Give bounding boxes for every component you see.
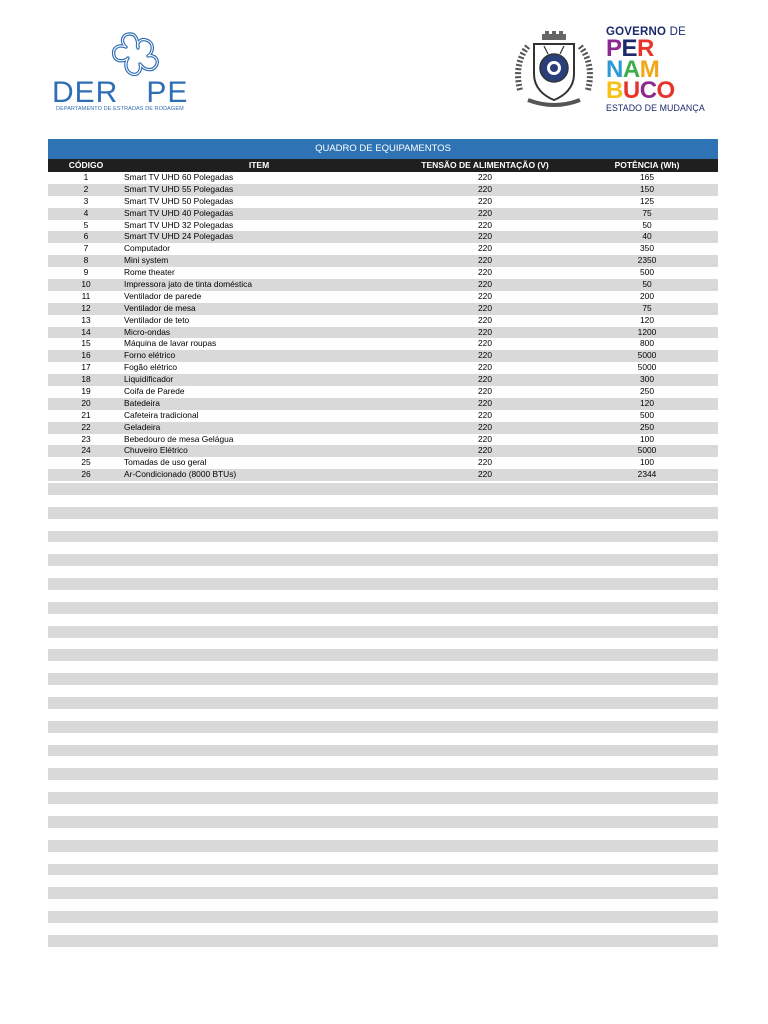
governo-pernambuco-logo (514, 24, 724, 114)
cell-codigo: 21 (81, 409, 91, 420)
table-row (48, 315, 718, 327)
cell-item: Smart TV UHD 24 Polegadas (124, 231, 234, 242)
cell-potencia: 500 (640, 409, 654, 420)
equipment-table (48, 139, 718, 481)
empty-row (48, 745, 718, 757)
table-row (48, 457, 718, 469)
cell-item: Chuveiro Elétrico (124, 445, 188, 456)
header-item: ITEM (248, 160, 270, 170)
cell-tensao: 220 (478, 255, 492, 266)
derpe-wordmark-left: DER (52, 76, 119, 109)
cell-potencia: 500 (640, 267, 654, 278)
cell-codigo: 16 (81, 350, 91, 361)
governo-de-label: DE (669, 26, 686, 38)
cell-tensao: 220 (478, 445, 492, 456)
empty-row (48, 911, 718, 923)
cell-tensao: 220 (478, 183, 492, 194)
table-row (48, 434, 718, 446)
empty-row (48, 768, 718, 780)
cell-item: Ar-Condicionado (8000 BTUs) (124, 469, 237, 480)
cell-potencia: 1200 (637, 326, 657, 337)
cell-potencia: 120 (640, 397, 654, 408)
cell-tensao: 220 (478, 457, 492, 468)
pernambuco-syllable: BUCO (606, 77, 675, 104)
empty-row (48, 554, 718, 566)
cell-codigo: 1 (83, 172, 89, 182)
cell-potencia: 165 (640, 172, 654, 182)
cell-item: Liquidificador (124, 374, 174, 385)
cell-tensao: 220 (478, 326, 492, 337)
cell-potencia: 50 (642, 279, 652, 290)
empty-row (48, 483, 718, 495)
cell-tensao: 220 (478, 386, 492, 397)
derpe-logo (52, 30, 202, 116)
state-seal-icon (514, 30, 594, 110)
empty-row (48, 709, 718, 721)
cell-potencia: 250 (640, 386, 654, 397)
empty-row (48, 804, 718, 816)
cell-potencia: 5000 (637, 362, 657, 373)
cell-item: Smart TV UHD 50 Polegadas (124, 195, 234, 206)
cell-tensao: 220 (478, 207, 492, 218)
cell-tensao: 220 (478, 421, 492, 432)
table-row (48, 338, 718, 350)
empty-row (48, 626, 718, 638)
cell-tensao: 220 (478, 219, 492, 230)
cell-tensao: 220 (478, 397, 492, 408)
cell-codigo: 3 (83, 195, 89, 206)
empty-row (48, 828, 718, 840)
governo-slogan: ESTADO DE MUDANÇA (606, 103, 705, 113)
cell-potencia: 2344 (637, 469, 657, 480)
empty-row (48, 519, 718, 531)
cell-potencia: 250 (640, 421, 654, 432)
cell-tensao: 220 (478, 243, 492, 254)
cell-item: Cafeteira tradicional (124, 409, 199, 420)
header-potencia: POTÊNCIA (Wh) (614, 160, 680, 170)
empty-row (48, 899, 718, 911)
derpe-subtitle: DEPARTAMENTO DE ESTRADAS DE RODAGEM (56, 106, 184, 112)
cell-potencia: 5000 (637, 350, 657, 361)
cell-tensao: 220 (478, 231, 492, 242)
empty-row (48, 638, 718, 650)
empty-row (48, 614, 718, 626)
cell-potencia: 100 (640, 433, 654, 444)
cell-item: Smart TV UHD 55 Polegadas (124, 183, 234, 194)
table-row (48, 445, 718, 457)
table-row (48, 469, 718, 481)
cell-codigo: 10 (81, 279, 91, 290)
cell-codigo: 17 (81, 362, 91, 373)
cell-item: Máquina de lavar roupas (124, 338, 217, 349)
derpe-wordmark-right: PE (146, 76, 189, 109)
cell-potencia: 350 (640, 243, 654, 254)
cell-tensao: 220 (478, 314, 492, 325)
empty-row (48, 887, 718, 899)
table-row (48, 327, 718, 339)
cell-codigo: 18 (81, 374, 91, 385)
empty-row (48, 507, 718, 519)
table-row (48, 172, 718, 184)
empty-row (48, 840, 718, 852)
empty-row (48, 566, 718, 578)
cell-item: Bebedouro de mesa Gelágua (124, 433, 234, 444)
cell-tensao: 220 (478, 338, 492, 349)
table-header-row (48, 159, 718, 172)
cell-item: Ventilador de teto (124, 314, 190, 325)
table-row (48, 350, 718, 362)
cell-codigo: 12 (81, 302, 91, 313)
empty-row (48, 590, 718, 602)
governo-label: GOVERNO (606, 26, 667, 38)
empty-row (48, 923, 718, 935)
cell-codigo: 15 (81, 338, 91, 349)
empty-row (48, 875, 718, 887)
empty-row (48, 756, 718, 768)
table-row (48, 374, 718, 386)
table-row (48, 184, 718, 196)
header-codigo: CÓDIGO (68, 160, 104, 170)
table-row (48, 267, 718, 279)
cell-item: Forno elétrico (124, 350, 176, 361)
empty-row (48, 721, 718, 733)
cell-codigo: 6 (83, 231, 89, 242)
empty-row (48, 649, 718, 661)
cell-potencia: 75 (642, 207, 652, 218)
cell-codigo: 14 (81, 326, 91, 337)
cell-codigo: 24 (81, 445, 91, 456)
pernambuco-syllable: NAM (606, 56, 660, 83)
empty-row (48, 816, 718, 828)
cell-item: Smart TV UHD 32 Polegadas (124, 219, 234, 230)
cell-codigo: 2 (83, 183, 89, 194)
cell-item: Micro-ondas (124, 326, 171, 337)
table-row (48, 196, 718, 208)
cell-potencia: 5000 (637, 445, 657, 456)
empty-row (48, 578, 718, 590)
empty-row (48, 792, 718, 804)
pernambuco-wordmark (606, 35, 724, 104)
table-row (48, 398, 718, 410)
cell-tensao: 220 (478, 267, 492, 278)
table-row (48, 291, 718, 303)
cell-codigo: 7 (83, 243, 89, 254)
cell-item: Ventilador de parede (124, 290, 202, 301)
pernambuco-syllable: PER (606, 35, 654, 62)
table-row (48, 362, 718, 374)
table-row (48, 410, 718, 422)
cell-tensao: 220 (478, 279, 492, 290)
table-row (48, 422, 718, 434)
cell-codigo: 22 (81, 421, 91, 432)
table-title: QUADRO DE EQUIPAMENTOS (48, 139, 718, 159)
cell-item: Smart TV UHD 60 Polegadas (124, 172, 234, 182)
cell-codigo: 8 (83, 255, 89, 266)
table-row (48, 303, 718, 315)
cell-item: Mini system (124, 255, 169, 266)
empty-sheet-rows (48, 483, 718, 947)
cell-codigo: 11 (81, 290, 91, 301)
cell-tensao: 220 (478, 433, 492, 444)
cell-tensao: 220 (478, 172, 492, 182)
cell-item: Rome theater (124, 267, 175, 278)
cell-potencia: 200 (640, 290, 654, 301)
cell-item: Coifa de Parede (124, 386, 185, 397)
cell-item: Batedeira (124, 397, 160, 408)
cell-codigo: 20 (81, 397, 91, 408)
cell-item: Geladeira (124, 421, 161, 432)
cell-item: Impressora jato de tinta doméstica (124, 279, 253, 290)
cell-codigo: 19 (81, 386, 91, 397)
table-row (48, 231, 718, 243)
cell-potencia: 75 (642, 302, 652, 313)
empty-row (48, 531, 718, 543)
cell-codigo: 23 (81, 433, 91, 444)
cell-codigo: 13 (81, 314, 91, 325)
table-row (48, 243, 718, 255)
cell-tensao: 220 (478, 362, 492, 373)
cell-tensao: 220 (478, 290, 492, 301)
cell-potencia: 125 (640, 195, 654, 206)
table-body (48, 172, 718, 481)
cell-tensao: 220 (478, 469, 492, 480)
empty-row (48, 852, 718, 864)
cell-item: Smart TV UHD 40 Polegadas (124, 207, 234, 218)
table-row (48, 208, 718, 220)
cell-tensao: 220 (478, 302, 492, 313)
governo-wordmark (606, 26, 724, 113)
cell-codigo: 4 (83, 207, 89, 218)
cell-codigo: 5 (83, 219, 89, 230)
empty-row (48, 780, 718, 792)
cell-codigo: 26 (81, 469, 91, 480)
empty-row (48, 602, 718, 614)
cell-item: Fogão elétrico (124, 362, 178, 373)
cell-potencia: 120 (640, 314, 654, 325)
empty-row (48, 542, 718, 554)
empty-row (48, 661, 718, 673)
cell-potencia: 300 (640, 374, 654, 385)
table-row (48, 386, 718, 398)
cell-potencia: 800 (640, 338, 654, 349)
empty-row (48, 685, 718, 697)
cell-tensao: 220 (478, 409, 492, 420)
empty-row (48, 733, 718, 745)
empty-row (48, 935, 718, 947)
empty-row (48, 495, 718, 507)
table-row (48, 255, 718, 267)
empty-row (48, 864, 718, 876)
empty-row (48, 673, 718, 685)
cell-tensao: 220 (478, 350, 492, 361)
cell-item: Ventilador de mesa (124, 302, 196, 313)
cell-tensao: 220 (478, 374, 492, 385)
table-row (48, 220, 718, 232)
cell-potencia: 2350 (637, 255, 657, 266)
cell-potencia: 50 (642, 219, 652, 230)
cell-codigo: 9 (83, 267, 89, 278)
cell-item: Tomadas de uso geral (124, 457, 207, 468)
header-tensao: TENSÃO DE ALIMENTAÇÃO (V) (421, 160, 549, 170)
cell-potencia: 150 (640, 183, 654, 194)
cell-potencia: 100 (640, 457, 654, 468)
cell-item: Computador (124, 243, 171, 254)
cell-tensao: 220 (478, 195, 492, 206)
table-row (48, 279, 718, 291)
empty-row (48, 697, 718, 709)
cell-codigo: 25 (81, 457, 91, 468)
cell-potencia: 40 (642, 231, 652, 242)
